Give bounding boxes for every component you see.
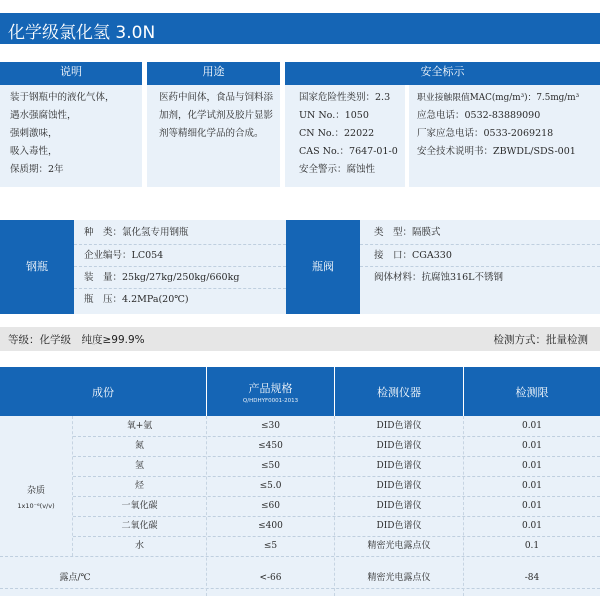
table-row <box>0 516 600 536</box>
cell-spec: <-66 <box>259 573 282 583</box>
cylinder-row <box>84 268 239 288</box>
cylinder-key: 瓶 压： <box>84 294 123 305</box>
desc-line: 装于钢瓶中的液化气体， <box>10 92 115 103</box>
cylinder-panel <box>74 220 286 314</box>
valve-row <box>374 268 503 288</box>
cell-component: 氮 <box>134 441 144 451</box>
cell-spec: ≤50 <box>261 461 280 471</box>
cell-instrument: DID色谱仪 <box>376 481 422 491</box>
valve-key: 类 型： <box>374 227 413 238</box>
safety-line: 国家危险性类别：2.3 <box>299 92 391 103</box>
row-divider <box>73 436 600 437</box>
cell-instrument: DID色谱仪 <box>376 461 422 471</box>
valve-row <box>374 223 441 243</box>
row-divider <box>74 244 286 245</box>
use-header: 用途 <box>147 62 280 82</box>
cylinder-key: 种 类： <box>84 227 123 238</box>
cylinder-label: 钢瓶 <box>0 220 74 314</box>
grade-bar <box>0 327 600 351</box>
cylinder-value: 氯化氢专用钢瓶 <box>122 227 189 238</box>
table-row-dewpoint <box>0 568 600 588</box>
safety-line: 应急电话：0532-83889090 <box>417 110 541 121</box>
cell-limit: 0.01 <box>521 441 543 451</box>
row-divider <box>74 288 286 289</box>
cell-instrument: 精密光电露点仪 <box>367 573 431 583</box>
cell-component: 露点/℃ <box>59 573 91 583</box>
row-divider <box>73 516 600 517</box>
valve-key: 阀体材料： <box>374 272 422 283</box>
impurity-label: 杂质 <box>26 485 45 496</box>
cell-spec: ≤5.0 <box>259 481 282 491</box>
valve-label: 瓶阀 <box>286 220 360 314</box>
use-line: 医药中间体，食品与饲料添 <box>159 92 274 103</box>
header-divider <box>206 367 207 416</box>
impurity-unit: 1x10⁻⁶(v/v) <box>17 501 55 510</box>
cell-component: 氢 <box>134 461 144 471</box>
cylinder-row <box>84 290 189 310</box>
th-instrument-label: 检测仪器 <box>377 385 421 399</box>
table-row <box>0 436 600 456</box>
cylinder-key: 装 量： <box>84 272 123 283</box>
th-limit <box>464 367 600 416</box>
cell-instrument: DID色谱仪 <box>376 441 422 451</box>
cell-limit: 0.01 <box>521 421 543 431</box>
cell-component: 二氧化碳 <box>121 521 158 531</box>
safety-panel-right <box>409 85 600 187</box>
th-component <box>0 367 206 416</box>
row-divider <box>0 588 600 589</box>
cylinder-row <box>84 223 189 243</box>
valve-value: 抗腐蚀316L不锈钢 <box>421 272 503 283</box>
col-divider <box>334 416 335 596</box>
safety-line: CN No.：22022 <box>299 128 375 139</box>
title-bar <box>0 13 600 44</box>
cell-limit: 0.01 <box>521 481 543 491</box>
th-limit-label: 检测限 <box>515 385 549 399</box>
cell-instrument: DID色谱仪 <box>376 421 422 431</box>
cell-limit: 0.01 <box>521 501 543 511</box>
cell-spec: ≤450 <box>258 441 283 451</box>
row-divider <box>0 556 600 557</box>
cell-spec: ≤30 <box>261 421 280 431</box>
table-row <box>0 476 600 496</box>
table-row <box>0 536 600 556</box>
cell-limit: 0.1 <box>524 541 540 551</box>
table-body <box>0 416 600 596</box>
cell-limit: 0.01 <box>521 521 543 531</box>
col-divider <box>72 416 73 556</box>
desc-line: 吸入毒性， <box>10 146 58 157</box>
use-line: 加剂，化学试剂及胶片显影 <box>159 110 274 121</box>
desc-line: 强刺激味， <box>10 128 58 139</box>
use-line: 剂等精细化学品的合成。 <box>159 128 264 139</box>
safety-line: UN No.：1050 <box>299 110 369 121</box>
row-divider <box>73 476 600 477</box>
row-divider <box>360 244 600 245</box>
valve-value: 隔膜式 <box>412 227 441 238</box>
col-divider <box>463 416 464 596</box>
cell-spec: ≤400 <box>258 521 283 531</box>
cylinder-row <box>84 246 163 266</box>
valve-key: 接 口： <box>374 250 413 261</box>
safety-line: 职业接触限值MAC(mg/m³)：7.5mg/m³ <box>417 93 580 103</box>
cell-instrument: DID色谱仪 <box>376 521 422 531</box>
cylinder-value: 4.2MPa(20℃) <box>122 294 189 305</box>
test-method: 检测方式：批量检测 <box>493 334 588 346</box>
header-divider <box>463 367 464 416</box>
valve-value: CGA330 <box>412 250 452 261</box>
table-row <box>0 416 600 436</box>
valve-row <box>374 246 452 266</box>
table-row <box>0 456 600 476</box>
cell-component: 一氧化碳 <box>121 501 158 511</box>
desc-line: 遇水强腐蚀性， <box>10 110 77 121</box>
cell-instrument: DID色谱仪 <box>376 501 422 511</box>
safety-line: CAS No.：7647-01-0 <box>299 146 398 157</box>
valve-panel <box>360 220 600 314</box>
safety-line: 安全技术说明书：ZBWDL/SDS-001 <box>417 146 576 157</box>
cell-component: 烃 <box>134 481 144 491</box>
th-component-label: 成份 <box>92 385 114 399</box>
th-instrument <box>335 367 463 416</box>
desc-panel <box>0 85 142 187</box>
row-divider <box>360 266 600 267</box>
row-divider <box>73 536 600 537</box>
cell-limit: -84 <box>524 573 540 583</box>
page-title: 化学级氯化氢 3.0N <box>8 23 156 43</box>
cell-limit: 0.01 <box>521 461 543 471</box>
desc-line: 保质期：2年 <box>10 164 64 175</box>
cylinder-key: 企业编号： <box>84 250 132 261</box>
table-row <box>0 496 600 516</box>
cylinder-value: 25kg/27kg/250kg/660kg <box>122 272 240 283</box>
row-divider <box>73 456 600 457</box>
safety-line: 安全警示：腐蚀性 <box>299 164 376 175</box>
cell-spec: ≤5 <box>263 541 278 551</box>
grade-purity: 等级：化学级 纯度≥99.9% <box>8 334 145 346</box>
row-divider <box>73 496 600 497</box>
safety-line: 厂家应急电话：0533-2069218 <box>417 128 554 139</box>
desc-header: 说明 <box>0 62 142 82</box>
th-spec <box>207 367 334 416</box>
cell-component: 氧+氩 <box>126 421 153 431</box>
use-panel <box>147 85 280 187</box>
row-divider <box>74 266 286 267</box>
safety-panel-left <box>285 85 405 187</box>
header-divider <box>334 367 335 416</box>
cell-component: 水 <box>134 541 144 551</box>
table-header <box>0 367 600 416</box>
cell-instrument: 精密光电露点仪 <box>367 541 431 551</box>
th-spec-label: 产品规格 <box>248 381 293 395</box>
safety-header: 安全标示 <box>285 62 600 82</box>
col-divider <box>206 416 207 596</box>
th-spec-standard: Q/HDHYF0001-2013 <box>242 397 299 404</box>
cell-spec: ≤60 <box>261 501 280 511</box>
cylinder-value: LC054 <box>131 250 164 261</box>
